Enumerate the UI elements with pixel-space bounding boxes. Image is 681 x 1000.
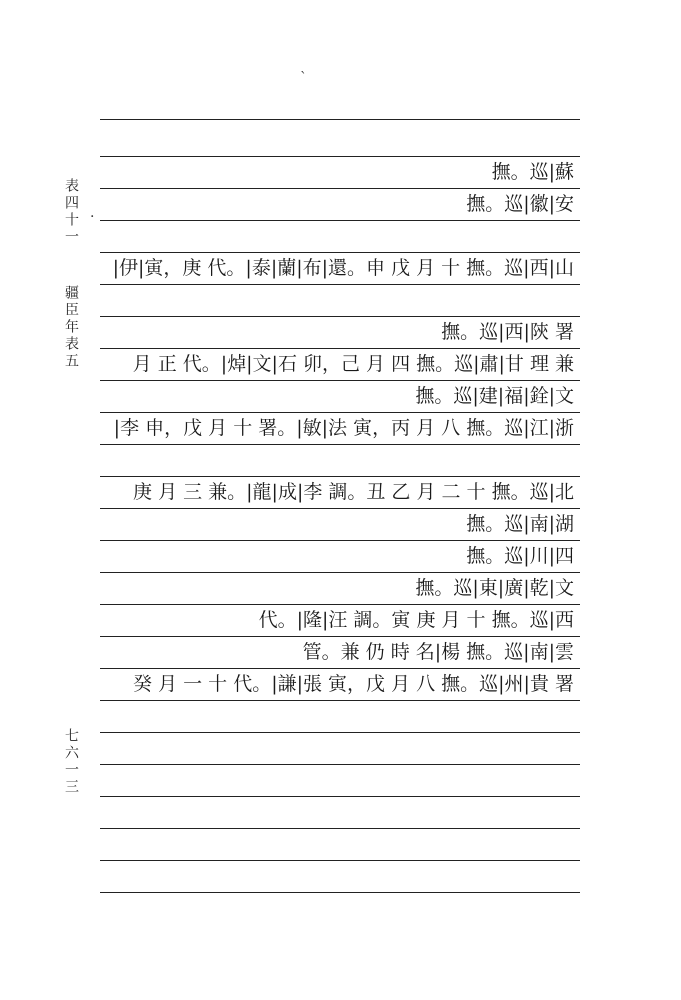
table-rule bbox=[100, 636, 580, 637]
table-row bbox=[100, 894, 574, 922]
table-rule bbox=[100, 828, 580, 829]
table-rule bbox=[100, 732, 580, 733]
table-row bbox=[100, 702, 574, 730]
table-row: 管。兼 仍 時 名|楊 撫。巡|南|雲 bbox=[302, 641, 574, 663]
table-rule bbox=[100, 284, 580, 285]
stray-mark: ˋ bbox=[300, 70, 307, 86]
margin-caption-table-title: 疆臣年表五 bbox=[63, 285, 79, 370]
page-number: 七六一三 bbox=[63, 728, 79, 796]
table-rule bbox=[100, 700, 580, 701]
margin-caption-table-number: 表四十一 bbox=[63, 178, 79, 246]
table-rule bbox=[100, 540, 580, 541]
table-row bbox=[100, 734, 574, 762]
table-row bbox=[100, 798, 574, 826]
table-rule bbox=[100, 444, 580, 445]
table-rule bbox=[100, 508, 580, 509]
table-row: 撫。巡|東|廣|乾|文 bbox=[415, 577, 574, 599]
table-rule bbox=[100, 119, 580, 120]
table-rule bbox=[100, 188, 580, 189]
table-rule bbox=[100, 380, 580, 381]
table-rule bbox=[100, 572, 580, 573]
ruled-table bbox=[100, 119, 580, 909]
table-row bbox=[100, 123, 574, 151]
table-row: 撫。巡|蘇 bbox=[491, 161, 574, 183]
table-row: |伊|寅，庚 代。|泰|蘭|布|還。申 戊 月 十 撫。巡|西|山 bbox=[112, 257, 574, 279]
table-row bbox=[100, 830, 574, 858]
table-rule bbox=[100, 348, 580, 349]
table-row: 庚 月 三 兼。|龍|成|李 調。丑 乙 月 二 十 撫。巡|北 bbox=[133, 481, 574, 503]
table-row: 撫。巡|建|福|銓|文 bbox=[415, 385, 574, 407]
table-rule bbox=[100, 604, 580, 605]
stray-mark: . bbox=[90, 205, 95, 221]
table-row bbox=[100, 862, 574, 890]
table-row: 撫。巡|西|陝 署 bbox=[441, 321, 574, 343]
table-row bbox=[100, 446, 574, 474]
table-rule bbox=[100, 156, 580, 157]
table-row: 代。|隆|汪 調。寅 庚 月 十 撫。巡|西 bbox=[258, 609, 574, 631]
table-row bbox=[100, 222, 574, 250]
table-rule bbox=[100, 252, 580, 253]
table-rule bbox=[100, 316, 580, 317]
table-rule bbox=[100, 476, 580, 477]
table-rule bbox=[100, 764, 580, 765]
table-row bbox=[100, 766, 574, 794]
table-rule bbox=[100, 220, 580, 221]
table-row: 撫。巡|川|四 bbox=[466, 545, 574, 567]
table-rule bbox=[100, 668, 580, 669]
table-row: |李 申，戊 月 十 署。|敏|法 寅，丙 月 八 撫。巡|江|浙 bbox=[113, 417, 574, 439]
table-row: 撫。巡|南|湖 bbox=[466, 513, 574, 535]
table-rule bbox=[100, 796, 580, 797]
table-row: 撫。巡|徽|安 bbox=[466, 193, 574, 215]
table-row: 月 正 代。|焯|文|石 卯，己 月 四 撫。巡|肅|甘 理 兼 bbox=[132, 353, 574, 375]
table-row bbox=[100, 286, 574, 314]
table-rule bbox=[100, 892, 580, 893]
table-row: 癸 月 一 十 代。|謙|張 寅，戊 月 八 撫。巡|州|貴 署 bbox=[133, 673, 574, 695]
table-rule bbox=[100, 860, 580, 861]
table-rule bbox=[100, 412, 580, 413]
